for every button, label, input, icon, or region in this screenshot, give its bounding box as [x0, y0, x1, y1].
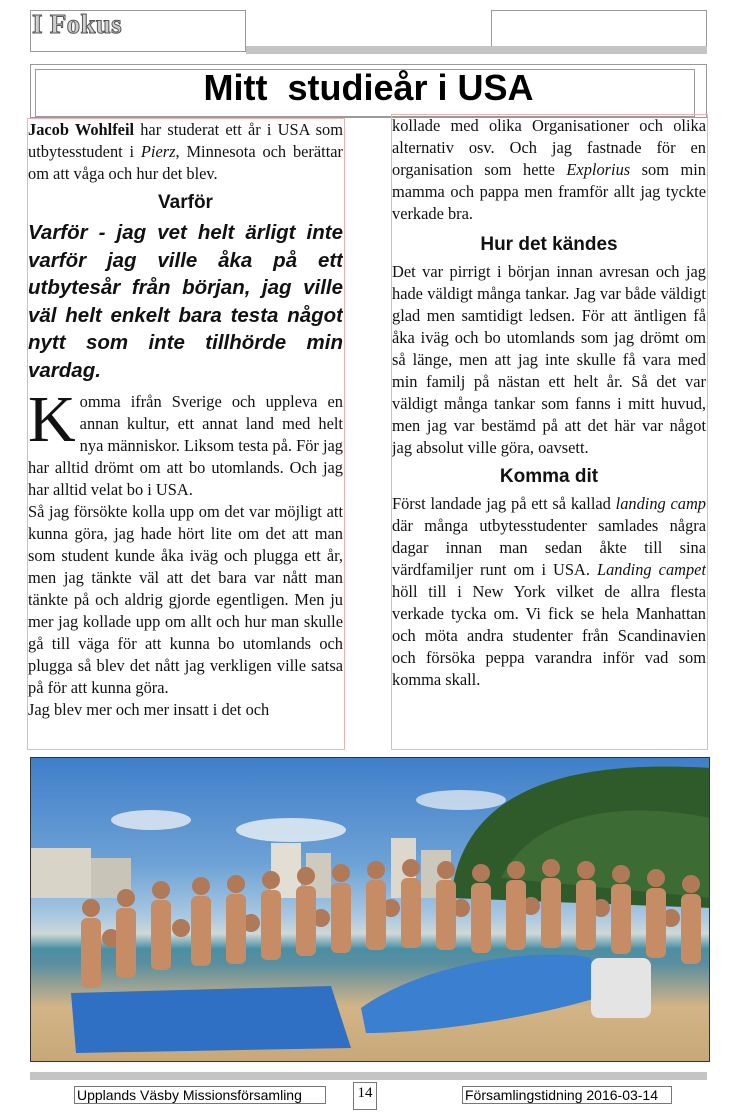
drop-cap: K: [28, 382, 76, 456]
right-column: [392, 115, 706, 745]
left-column: [28, 119, 343, 749]
body-paragraph: Jag blev mer och mer insatt i det och: [28, 699, 270, 719]
body-paragraph: Komma ifrån Sverige och uppleva en annan kultur, ett annat land med helt nya människor. Liksom testa på. För jag har alltid drömt om att bo utomlands. Och jag har alltid velat bo i USA.: [28, 382, 343, 499]
header-rule: [246, 46, 707, 54]
article-headline: Mitt studieår i USA: [203, 67, 534, 108]
page-number: 14: [353, 1082, 377, 1110]
term-landing-camp: landing camp: [615, 494, 706, 513]
group-photo: [30, 757, 710, 1062]
beach-group-illustration: [31, 758, 710, 1062]
body-paragraph: Det var pirrigt i början innan avresan och jag hade väldigt många tankar. Jag var både väldigt glad men samtidigt ledsen. För att äntligen få åka iväg och bo utomlands som jag drömt om så länge, men att jag inte skulle få vara med min familj på nästan ett helt år. Så det var väldigt många tankar som fanns i mitt huvud, men jag var bestämd på att det här var något jag absolut ville göra, oavsett.: [392, 262, 706, 457]
lead-paragraph: Varför - jag vet helt ärligt inte varför jag ville åka på ett utbytesår från början, jag ville väl helt enkelt bara testa något nytt som inte tillhörde min vardag.: [28, 221, 343, 382]
subheading-hur-det-kandes: Hur det kändes: [480, 234, 618, 255]
body-paragraph: Så jag försökte kolla upp om det var möjligt att kunna göra, jag hade hört lite om det att man som student kunde åka iväg och plugga ett år, men jag tänkte väl att det bara var nått man tänkte på och aldrig gjorde egentligen. Men ju mer jag kollade upp om allt och hur man skulle gå till väga för att kunna bo utomlands och plugga så blev det nått jag verkligen ville satsa på för att kunna göra.: [28, 501, 343, 697]
footer-issue: Församlingstidning 2016-03-14: [462, 1086, 672, 1104]
section-label: I Fokus: [32, 9, 122, 39]
body-paragraph: Först landade jag på ett så kallad landing camp där många utbytesstudenter samlades några dagar innan man sedan åkte till sina värdfamiljer runt om i USA. Landing campet höll till i New York vilket de allra flesta verkade tycka om. Vi fick se hela Manhattan och möta andra studenter från Scandinavien och försöka peppa varandra inför vad som komma skall.: [392, 494, 706, 689]
subheading-komma-dit: Komma dit: [499, 466, 599, 487]
footer-rule: [30, 1072, 707, 1080]
continued-paragraph: kollade med olika Organisationer och olika alternativ osv. Och jag fastnade för en organisation som hette Explorius som min mamma och pappa men framför allt jag tyckte verkade bra.: [392, 116, 706, 223]
author-name: Jacob Wohlfeil: [28, 120, 135, 139]
intro-paragraph: Jacob Wohlfeil har studerat ett år i USA som utbytesstudent i Pierz, Minnesota och berättar om att våga och hur det blev.: [28, 120, 343, 183]
term-landing-campet: Landing campet: [596, 560, 706, 579]
subheading-varfor: Varför: [158, 192, 213, 213]
place-name: Pierz: [140, 142, 176, 161]
footer-publisher: Upplands Väsby Missionsförsamling: [74, 1086, 326, 1104]
organisation-name: Explorius: [566, 160, 631, 179]
